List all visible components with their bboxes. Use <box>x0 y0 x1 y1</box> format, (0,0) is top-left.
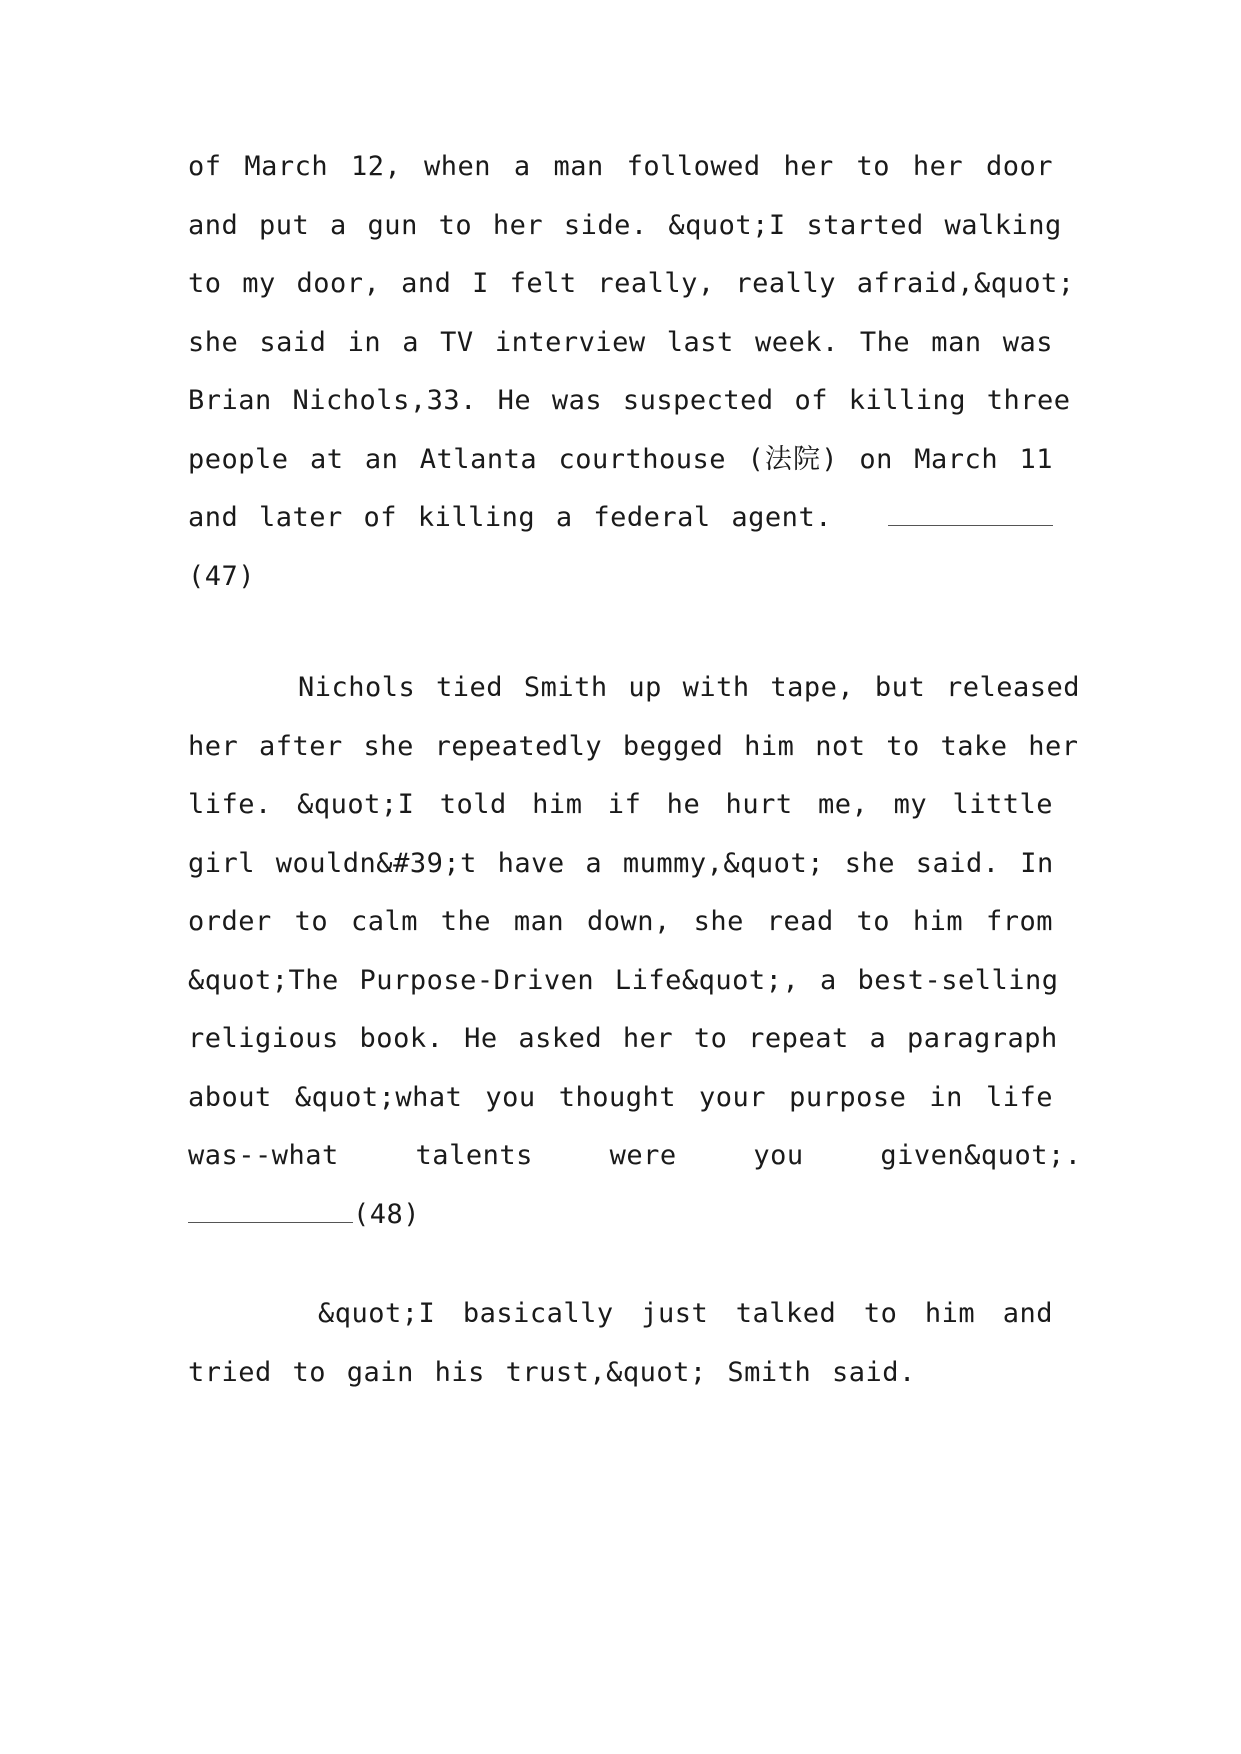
paragraph-1-line: to my door, and I felt really, really afraid,&quot; <box>188 268 1075 299</box>
paragraph-1 <box>188 138 1075 606</box>
paragraph-2-line: girl wouldn&#39;t have a mummy,&quot; she said. In <box>188 847 1054 879</box>
paragraph-1-line: people at an Atlanta courthouse (法院) on March 11 <box>188 443 1053 475</box>
paragraph-2 <box>188 659 1082 1244</box>
paragraph-3-line: tried to gain his trust,&quot; Smith said. <box>188 1356 916 1388</box>
paragraph-2-line: her after she repeatedly begged him not to take her <box>188 730 1079 762</box>
paragraph-2-line: order to calm the man down, she read to him from <box>188 906 1053 937</box>
paragraph-1-line: and put a gun to her side. &quot;I started walking <box>188 209 1062 241</box>
paragraph-3 <box>188 1285 1053 1402</box>
paragraph-1-line: she said in a TV interview last week. The man was <box>188 326 1053 358</box>
paragraph-2-line: was--what talents were you given&quot;. <box>188 1140 1082 1171</box>
paragraph-1-line: Brian Nichols,33. He was suspected of killing three <box>188 385 1071 416</box>
paragraph-1-line: and later of killing a federal agent. <box>188 502 832 533</box>
paragraph-2-line-with-blank <box>188 1186 1053 1245</box>
answer-blank-47[interactable] <box>888 495 1053 526</box>
paragraph-2-line: life. &quot;I told him if he hurt me, my little <box>188 789 1053 820</box>
paragraph-1-line-with-blank <box>188 489 1053 548</box>
paragraph-2-line: &quot;The Purpose-Driven Life&quot;, a best-selling <box>188 964 1059 996</box>
paragraph-2-line: about &quot;what you thought your purpose in life <box>188 1081 1053 1113</box>
paragraph-1-line: of March 12, when a man followed her to her door <box>188 151 1053 182</box>
answer-blank-48[interactable] <box>188 1192 353 1223</box>
paragraph-2-line: religious book. He asked her to repeat a paragraph <box>188 1023 1058 1054</box>
blank-label-47: (47) <box>188 560 256 592</box>
paragraph-3-line: &quot;I basically just talked to him and <box>318 1298 1053 1329</box>
paragraph-2-line: Nichols tied Smith up with tape, but released <box>298 672 1080 703</box>
blank-label-48: (48) <box>353 1198 421 1230</box>
